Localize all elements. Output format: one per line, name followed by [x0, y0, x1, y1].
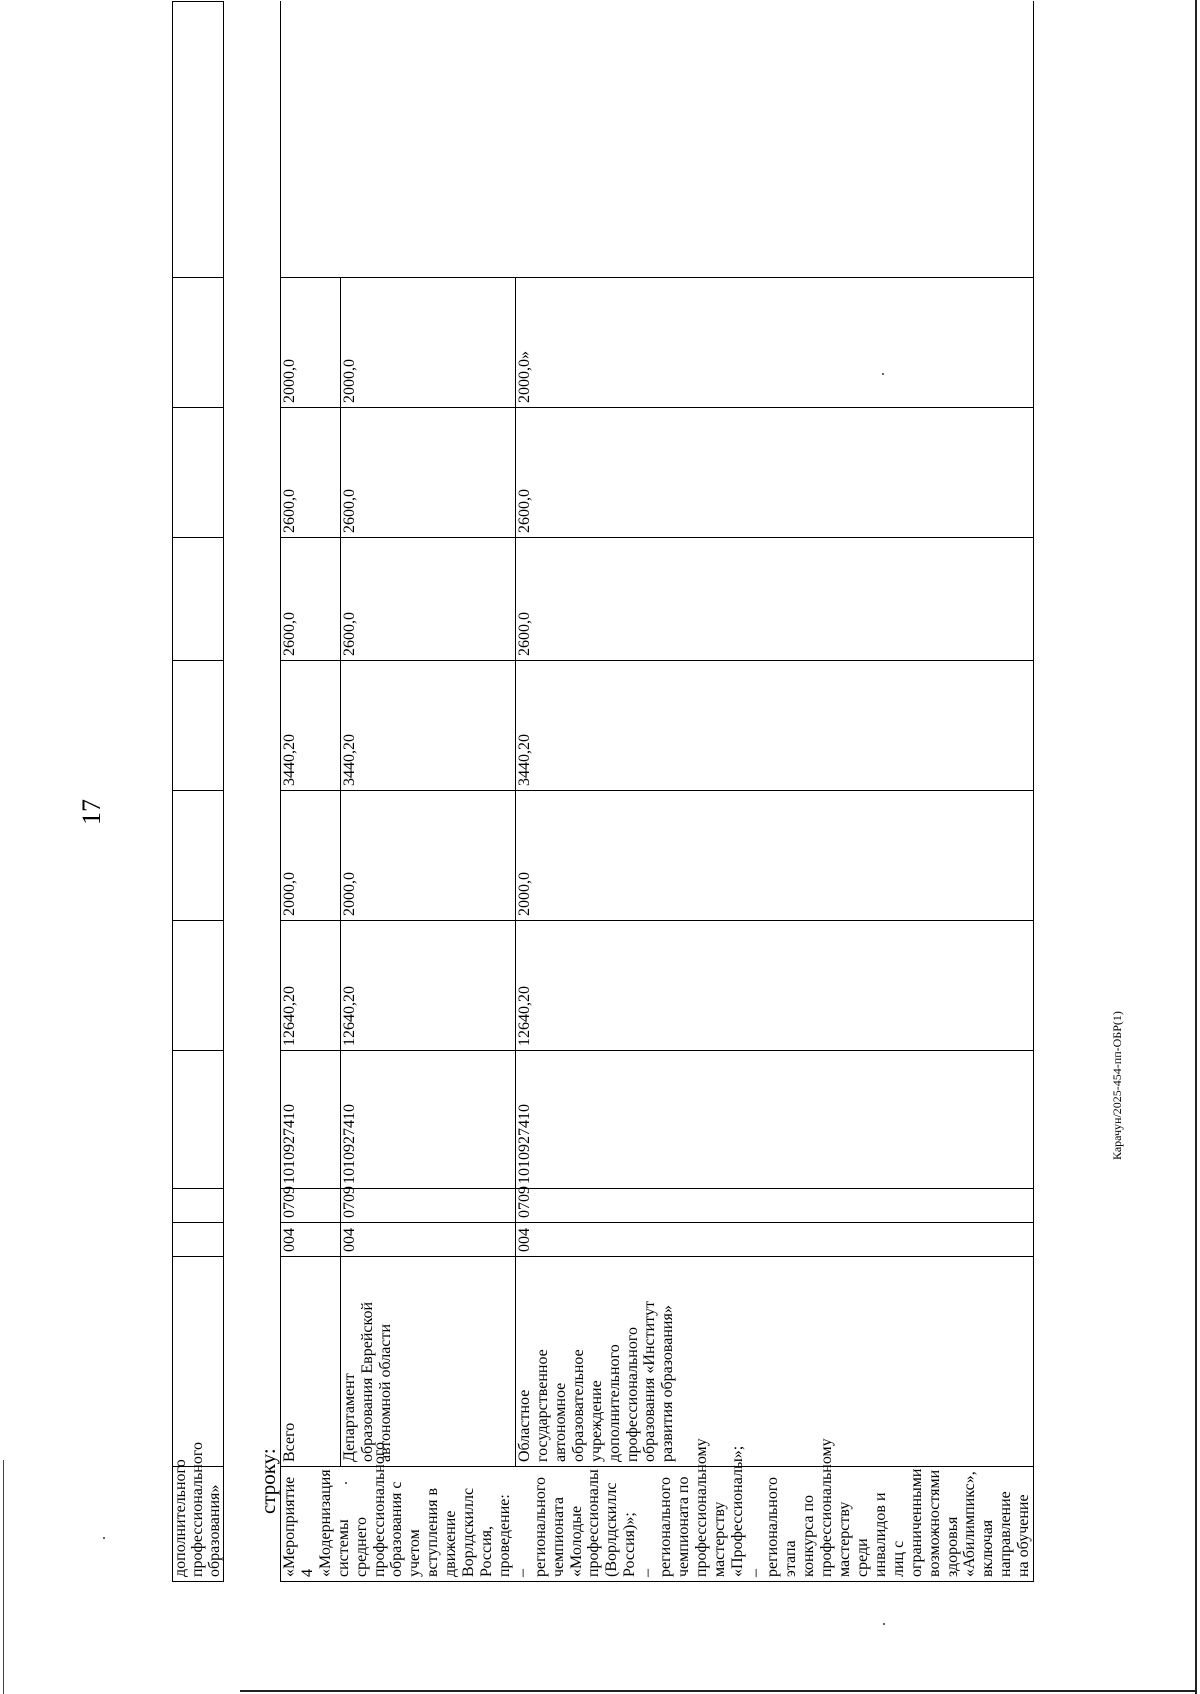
empty-cell — [173, 1051, 224, 1189]
empty-cell — [173, 1223, 224, 1257]
connector-text: строку: — [256, 1448, 280, 1514]
empty-cell — [173, 661, 224, 791]
year-value-cell: 2600,0 — [516, 538, 1034, 661]
text-line: образования Еврейской — [359, 1301, 377, 1462]
text-line: «Модернизация — [316, 1469, 334, 1577]
text-line: проведение: — [495, 1494, 513, 1577]
page-edge-bottom — [240, 1690, 1195, 1692]
section-code-cell: 0709 — [281, 1189, 341, 1223]
text-line: профессионального — [623, 1326, 641, 1462]
empty-cell — [281, 2, 1034, 278]
text-line: Департамент — [341, 1373, 359, 1462]
text-line: включая направление — [979, 1491, 1015, 1577]
year-value-cell: 3440,20 — [281, 661, 341, 791]
empty-cell — [173, 921, 224, 1051]
text-line: образовательное — [569, 1349, 587, 1462]
year-value-cell: 3440,20 — [516, 661, 1034, 791]
year-value-cell: 2000,0 — [281, 278, 341, 408]
year-value-cell: 2000,0 — [341, 278, 516, 408]
page-edge-left — [3, 1460, 4, 1694]
text-line: (Ворлдскиллс — [603, 1482, 621, 1577]
executor-cell — [281, 1257, 341, 1467]
year-value-cell: 3440,20 — [341, 661, 516, 791]
empty-cell — [173, 1257, 224, 1467]
text-line: образования с учетом — [388, 1481, 424, 1577]
target-article-cell: 1010927410 — [281, 1051, 341, 1189]
program-table — [280, 2, 1034, 1583]
year-value-cell: 2600,0 — [281, 538, 341, 661]
text-line: профессиональному — [818, 1438, 836, 1577]
text-line: – регионального — [513, 1476, 549, 1577]
text-line: «Молодые — [567, 1505, 585, 1577]
previous-table-fragment — [172, 1, 224, 1582]
year-value-cell: 2600,0 — [341, 408, 516, 538]
page-number: 17 — [77, 799, 106, 825]
text-line: профессионального — [188, 1441, 206, 1577]
year-value-cell: 2600,0 — [516, 408, 1034, 538]
text-line: на обучение — [1015, 1494, 1033, 1577]
text-line: Областное — [516, 1389, 534, 1462]
text-line: Всего — [281, 1422, 298, 1462]
text-line: профессионального — [370, 1441, 388, 1577]
text-line: ограниченными — [907, 1468, 925, 1577]
text-line: движение — [442, 1510, 460, 1577]
text-line: учреждение — [587, 1380, 605, 1462]
empty-cell — [173, 408, 224, 538]
total-cell: 12640,20 — [516, 921, 1034, 1051]
grbs-cell: 004 — [281, 1223, 341, 1257]
empty-cell — [173, 1189, 224, 1223]
text-line: мастерству среди — [836, 1501, 871, 1577]
text-line: образования» — [205, 1484, 223, 1577]
text-line: чемпионата — [549, 1497, 567, 1577]
page-edge-right — [1195, 0, 1197, 1694]
text-line: автономное — [551, 1382, 569, 1462]
section-code-cell: 0709 — [341, 1189, 516, 1223]
text-line: Россия)»; — [621, 1512, 639, 1577]
text-line: дополнительного — [605, 1344, 623, 1462]
table-row — [281, 2, 341, 1582]
year-value-cell: 2600,0 — [341, 538, 516, 661]
text-line: профессиональному — [692, 1438, 710, 1577]
scan-speck — [883, 1623, 885, 1625]
text-line: – регионального — [639, 1476, 675, 1577]
text-line: профессионалы — [585, 1469, 603, 1577]
text-line: «Мероприятие 4 — [281, 1476, 316, 1577]
target-article-cell: 1010927410 — [341, 1051, 516, 1189]
total-cell: 12640,20 — [281, 921, 341, 1051]
text-line: дополнительного — [172, 1459, 189, 1577]
text-line: автономной области — [377, 1323, 395, 1462]
executor-cell — [341, 1257, 516, 1467]
empty-cell — [173, 2, 224, 278]
text-line: инвалидов и лиц с — [871, 1492, 907, 1577]
text-line: системы среднего — [334, 1517, 370, 1577]
text-line: конкурса по — [800, 1494, 818, 1577]
year-value-cell: 2000,0 — [281, 791, 341, 921]
text-line: Ворлдскиллс Россия, — [460, 1487, 495, 1577]
year-value-cell: 2000,0 — [341, 791, 516, 921]
executor-cell — [516, 1257, 1034, 1467]
text-line: развития образования» — [659, 1305, 677, 1462]
text-line: «Профессионалы»; — [728, 1445, 746, 1577]
year-value-cell: 2600,0 — [281, 408, 341, 538]
target-article-cell: 1010927410 — [516, 1051, 1034, 1189]
rotated-content — [77, 32, 1092, 1582]
text-line: чемпионата по — [674, 1476, 692, 1577]
text-line: возможностями — [925, 1469, 943, 1577]
scan-speck — [103, 1537, 105, 1539]
grbs-cell: 004 — [341, 1223, 516, 1257]
section-code-cell: 0709 — [516, 1189, 1034, 1223]
text-line: – регионального этапа — [746, 1476, 800, 1577]
year-value-cell: 2000,0» — [516, 278, 1034, 408]
text-line: государственное — [534, 1349, 552, 1462]
text-line: мастерству — [710, 1501, 728, 1577]
text-line: здоровья — [943, 1516, 961, 1577]
previous-table-cell — [172, 1441, 224, 1582]
year-value-cell: 2000,0 — [516, 791, 1034, 921]
empty-cell — [173, 538, 224, 661]
document-code: Карачун/2025-454-пп-ОБР(1) — [1110, 1011, 1124, 1160]
empty-cell — [173, 791, 224, 921]
text-line: вступления в — [424, 1487, 442, 1577]
text-line: «Абилимпикс», — [961, 1471, 979, 1577]
empty-cell — [173, 278, 224, 408]
text-line: образования «Институт — [641, 1301, 659, 1462]
total-cell: 12640,20 — [341, 921, 516, 1051]
grbs-cell: 004 — [516, 1223, 1034, 1257]
